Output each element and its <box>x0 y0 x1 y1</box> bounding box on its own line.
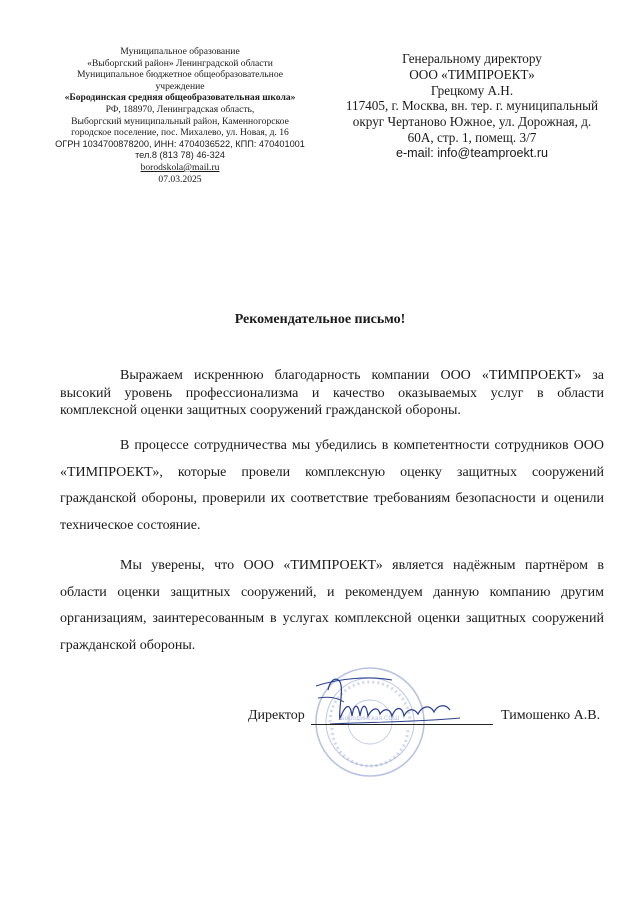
sender-line: «Выборгский район» Ленинградской области <box>87 57 273 69</box>
paragraph-2 <box>60 433 604 539</box>
stamp-text: Бородинская СОШ <box>340 715 400 722</box>
sender-school-name: «Бородинская средняя общеобразовательная школа» <box>64 92 296 104</box>
paragraph-text: В процессе сотрудничества мы убедились в компетентности сотрудников ООО «ТИМПРОЕКТ», которые провели комплексную оценку защитных сооружений гражданской обороны, проверили их соответствие требованиям безопасности и оценили техническое состояние. <box>60 438 604 533</box>
recipient-line: ООО «ТИМПРОЕКТ» <box>409 66 535 82</box>
sender-phone: тел.8 (813 78) 46-324 <box>135 150 225 161</box>
sender-line: Муниципальное бюджетное общеобразовательное <box>77 69 283 81</box>
sender-ids: ОГРН 1034700878200, ИНН: 4704036522, КПП: 470401001 <box>55 138 305 149</box>
paragraph-3 <box>60 553 604 659</box>
recipient-address: 117405, г. Москва, вн. тер. г. муниципальный <box>345 98 599 114</box>
sender-address: городское поселение, пос. Михалево, ул. Новая, д. 16 <box>71 127 289 139</box>
sender-email[interactable]: borodskola@mail.ru <box>140 161 220 173</box>
recipient-line: Грецкому А.Н. <box>430 82 514 98</box>
signer-name: Тимошенко А.В. <box>501 708 601 723</box>
recipient-line: Генеральному директору <box>402 51 542 66</box>
paragraph-1 <box>60 367 604 420</box>
paragraph-text: Мы уверены, что ООО «ТИМПРОЕКТ» является надёжным партнёром в области оценки защитных сооружений, и рекомендуем данную компанию другим организациям, заинтересованным в услугах комплексной оценки защитных сооружений гражданской обороны. <box>60 558 604 653</box>
recipient-block <box>322 51 622 162</box>
recipient-address: 60А, стр. 1, помещ. 3/7 <box>407 129 537 145</box>
paragraph-text: Выражаем искреннюю благодарность компании ООО «ТИМПРОЕКТ» за высокий уровень профессионализма и качество оказываемых услуг в области комплексной оценки защитных сооружений гражданской обороны. <box>60 368 604 418</box>
signer-position: Директор <box>248 708 305 723</box>
sender-line: Муниципальное образование <box>120 46 240 57</box>
recipient-email[interactable]: e-mail: info@teamproekt.ru <box>395 145 549 160</box>
sender-address: Выборгский муниципальный район, Каменногорское <box>71 115 289 127</box>
recipient-address: округ Чертаново Южное, ул. Дорожная, д. <box>352 114 592 130</box>
sender-address: РФ, 188970, Ленинградская область, <box>105 103 255 115</box>
sender-line: учреждение <box>155 80 205 92</box>
signature-line <box>311 724 493 725</box>
letter-date: 07.03.2025 <box>158 173 202 185</box>
sender-block <box>30 46 330 185</box>
letter-title: Рекомендательное письмо! <box>234 312 406 327</box>
